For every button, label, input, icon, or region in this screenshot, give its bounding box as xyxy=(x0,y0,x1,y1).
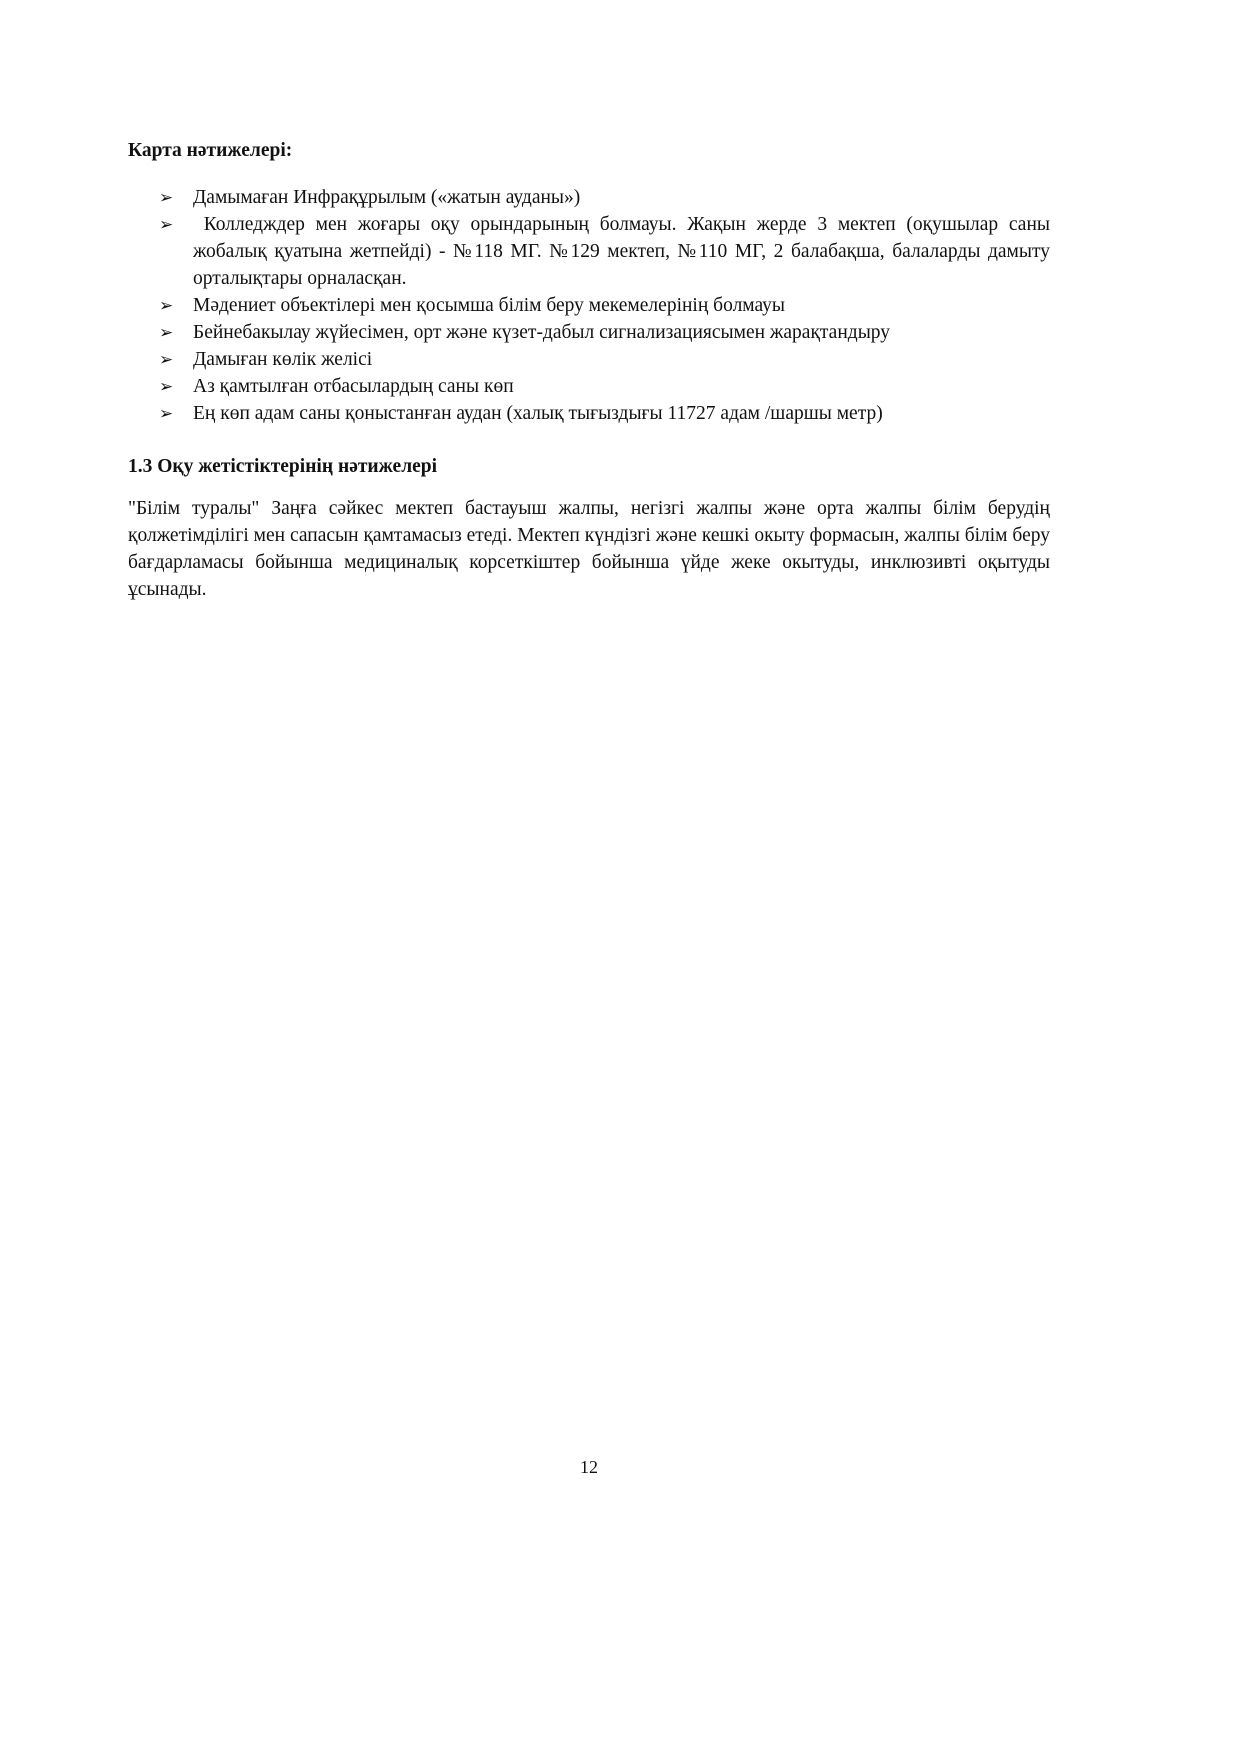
bullet-arrow-icon: ➢ xyxy=(159,296,174,315)
list-item-text: Мәдениет объектілері мен қосымша білім беру мекемелерінің болмауы xyxy=(193,295,786,316)
list-item xyxy=(128,292,1050,319)
list-item xyxy=(128,400,1050,427)
body-paragraph: "Білім туралы" Заңға сәйкес мектеп бастауыш жалпы, негізгі жалпы және орта жалпы білім берудің қолжетімділігі мен сапасын қамтамасыз етеді. Мектеп күндізгі және кешкі окыту формасын, жалпы білім беру бағдарламасы бойынша медициналық корсеткіштер бойынша үйде жеке окытуды, инклюзивті оқытуды ұсынады. xyxy=(128,498,1050,600)
list-item xyxy=(128,184,1050,211)
list-item-text: Дамыған көлік желісі xyxy=(193,349,373,370)
bullet-arrow-icon: ➢ xyxy=(159,188,174,207)
list-item xyxy=(128,319,1050,346)
bullet-arrow-icon: ➢ xyxy=(159,323,174,342)
list-item-text: Бейнебакылау жүйесімен, орт және күзет-дабыл сигнализациясымен жарақтандыру xyxy=(193,322,891,343)
bullet-arrow-icon: ➢ xyxy=(159,350,174,369)
map-results-heading: Карта нәтижелері: xyxy=(128,140,293,161)
list-item xyxy=(128,211,1050,292)
list-item xyxy=(128,346,1050,373)
page-footer xyxy=(128,1455,1050,1479)
section-heading-1-3: 1.3 Оқу жетістіктерінің нәтижелері xyxy=(128,456,438,477)
list-item-text: Аз қамтылған отбасылардың саны көп xyxy=(193,376,514,397)
results-list xyxy=(128,184,1050,427)
list-item xyxy=(128,373,1050,400)
document-page xyxy=(128,137,1050,603)
list-item-text: Ең көп адам саны қоныстанған аудан (халық тығыздығы 11727 адам /шаршы метр) xyxy=(193,403,883,424)
bullet-arrow-icon: ➢ xyxy=(159,215,174,234)
list-item-text: Дамымаған Инфрақұрылым («жатын ауданы») xyxy=(193,187,581,208)
list-item-text: Колледждер мен жоғары оқу орындарының болмауы. Жақын жерде 3 мектеп (оқушылар саны жобалық қуатына жетпейді) - №118 МГ. №129 мектеп, №110 МГ, 2 балабақша, балаларды дамыту орталықтары орналасқан. xyxy=(193,214,1050,289)
bullet-arrow-icon: ➢ xyxy=(159,377,174,396)
bullet-arrow-icon: ➢ xyxy=(159,404,174,423)
page-number: 12 xyxy=(580,1457,598,1477)
